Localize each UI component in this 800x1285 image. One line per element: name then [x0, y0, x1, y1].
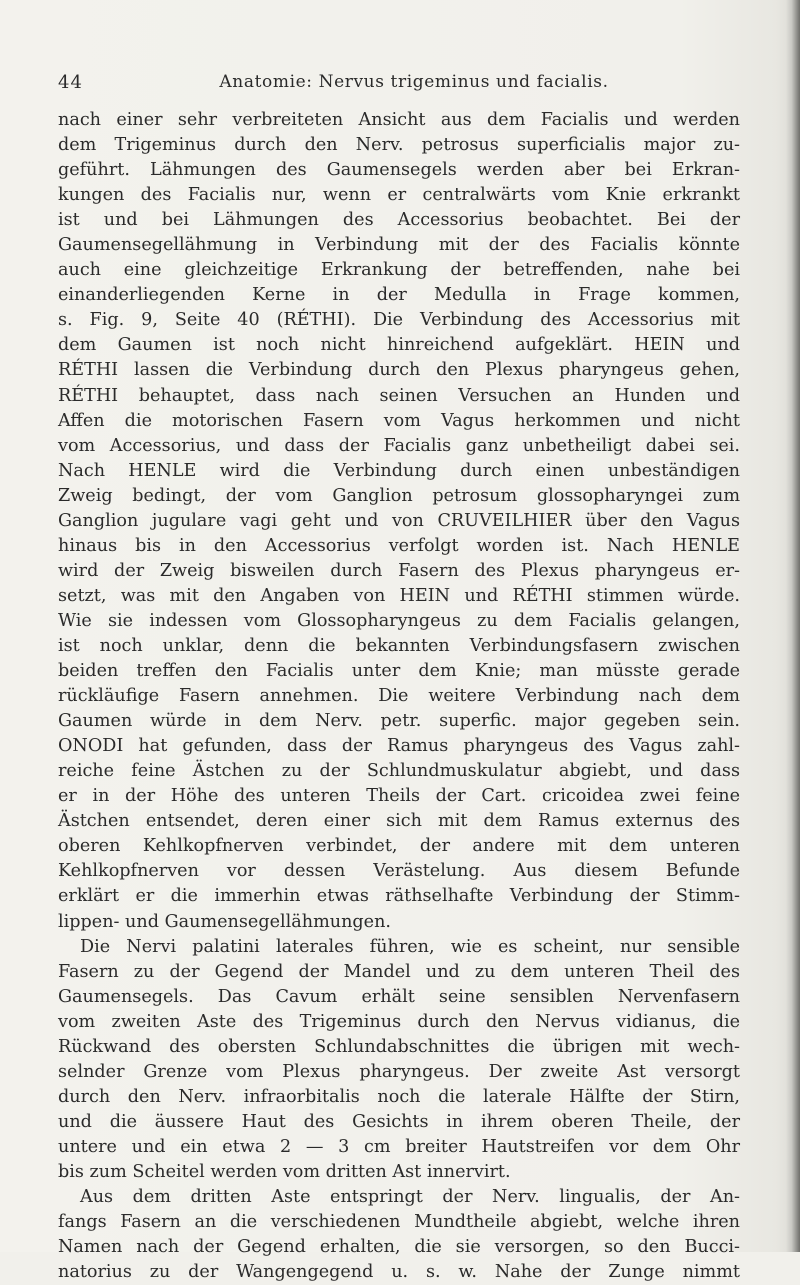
text-line: Zweig bedingt, der vom Ganglion petrosum glossopharyngei zum	[58, 485, 740, 506]
text-line: oberen Kehlkopfnerven verbindet, der andere mit dem unteren	[58, 836, 740, 857]
text-line: er in der Höhe des unteren Theils der Cart. cricoidea zwei feine	[58, 786, 740, 807]
text-line: Wie sie indessen vom Glossopharyngeus zu dem Facialis gelangen,	[58, 610, 740, 631]
text-line: ist und bei Lähmungen des Accessorius beobachtet. Bei der	[58, 210, 740, 231]
text-line: Ästchen entsendet, deren einer sich mit dem Ramus externus des	[58, 811, 740, 832]
text-line: fangs Fasern an die verschiedenen Mundtheile abgiebt, welche ihren	[58, 1212, 740, 1233]
text-line: Gaumen würde in dem Nerv. petr. superfic. major gegeben sein.	[58, 711, 740, 732]
text-line: nach einer sehr verbreiteten Ansicht aus dem Facialis und werden	[58, 110, 740, 130]
text-line: bis zum Scheitel werden vom dritten Ast innervirt.	[58, 1161, 511, 1182]
text-line: einanderliegenden Kerne in der Medulla in Frage kommen,	[58, 285, 740, 306]
text-line: Aus dem dritten Aste entspringt der Nerv. lingualis, der An-	[80, 1187, 740, 1208]
text-line: hinaus bis in den Accessorius verfolgt worden ist. Nach HENLE	[58, 535, 740, 556]
text-line: kungen des Facialis nur, wenn er centralwärts vom Knie erkrankt	[58, 185, 740, 206]
text-line: auch eine gleichzeitige Erkrankung der betreffenden, nahe bei	[58, 260, 740, 281]
text-line: dem Gaumen ist noch nicht hinreichend aufgeklärt. HEIN und	[58, 335, 740, 356]
text-line: s. Fig. 9, Seite 40 (RÉTHI). Die Verbindung des Accessorius mit	[58, 310, 740, 331]
text-line: untere und ein etwa 2 — 3 cm breiter Hautstreifen vor dem Ohr	[58, 1136, 740, 1157]
text-line: Rückwand des obersten Schlundabschnittes die übrigen mit wech-	[58, 1036, 740, 1057]
body-text	[58, 108, 740, 1285]
text-line: dem Trigeminus durch den Nerv. petrosus superficialis major zu-	[58, 135, 740, 156]
text-line: setzt, was mit den Angaben von HEIN und RÉTHI stimmen würde.	[58, 585, 740, 606]
text-line: ONODI hat gefunden, dass der Ramus pharyngeus des Vagus zahl-	[58, 736, 740, 757]
page-number: 44	[58, 72, 83, 93]
text-line: Namen nach der Gegend erhalten, die sie versorgen, so den Bucci-	[58, 1237, 740, 1258]
text-line: Gaumensegellähmung in Verbindung mit der des Facialis könnte	[58, 235, 740, 256]
page-header	[58, 72, 740, 100]
text-line: vom zweiten Aste des Trigeminus durch den Nervus vidianus, die	[58, 1011, 740, 1032]
text-line: wird der Zweig bisweilen durch Fasern des Plexus pharyngeus er-	[58, 560, 740, 581]
text-line: erklärt er die immerhin etwas räthselhafte Verbindung der Stimm-	[58, 886, 740, 907]
text-line: selnder Grenze vom Plexus pharyngeus. Der zweite Ast versorgt	[58, 1061, 740, 1082]
text-line: lippen- und Gaumensegellähmungen.	[58, 911, 392, 932]
text-line: Gaumensegels. Das Cavum erhält seine sensiblen Nervenfasern	[58, 986, 740, 1007]
text-line: RÉTHI lassen die Verbindung durch den Plexus pharyngeus gehen,	[58, 360, 740, 381]
text-line: Fasern zu der Gegend der Mandel und zu dem unteren Theil des	[58, 961, 740, 982]
text-line: beiden treffen den Facialis unter dem Knie; man müsste gerade	[58, 661, 740, 682]
text-line: Ganglion jugulare vagi geht und von CRUVEILHIER über den Vagus	[58, 510, 740, 531]
text-line: ist noch unklar, denn die bekannten Verbindungsfasern zwischen	[58, 635, 740, 656]
text-line: natorius zu der Wangengegend u. s. w. Nahe der Zunge nimmt	[58, 1262, 740, 1283]
text-line: Die Nervi palatini laterales führen, wie es scheint, nur sensible	[80, 936, 740, 957]
text-line: RÉTHI behauptet, dass nach seinen Versuchen an Hunden und	[58, 385, 740, 406]
text-line: durch den Nerv. infraorbitalis noch die laterale Hälfte der Stirn,	[58, 1086, 740, 1107]
text-line: rückläufige Fasern annehmen. Die weitere Verbindung nach dem	[58, 686, 740, 707]
text-line: vom Accessorius, und dass der Facialis ganz unbetheiligt dabei sei.	[58, 435, 740, 456]
text-line: Nach HENLE wird die Verbindung durch einen unbeständigen	[58, 460, 740, 481]
text-line: Kehlkopfnerven vor dessen Verästelung. Aus diesem Befunde	[58, 861, 740, 882]
running-head: Anatomie: Nervus trigeminus und facialis.	[219, 72, 609, 92]
text-line: und die äussere Haut des Gesichts in ihrem oberen Theile, der	[58, 1111, 740, 1132]
text-line: reiche feine Ästchen zu der Schlundmuskulatur abgiebt, und dass	[58, 761, 740, 782]
text-line: Affen die motorischen Fasern vom Vagus herkommen und nicht	[58, 410, 740, 431]
text-line: geführt. Lähmungen des Gaumensegels werden aber bei Erkran-	[58, 160, 740, 181]
page-edge-shadow	[786, 0, 800, 1252]
